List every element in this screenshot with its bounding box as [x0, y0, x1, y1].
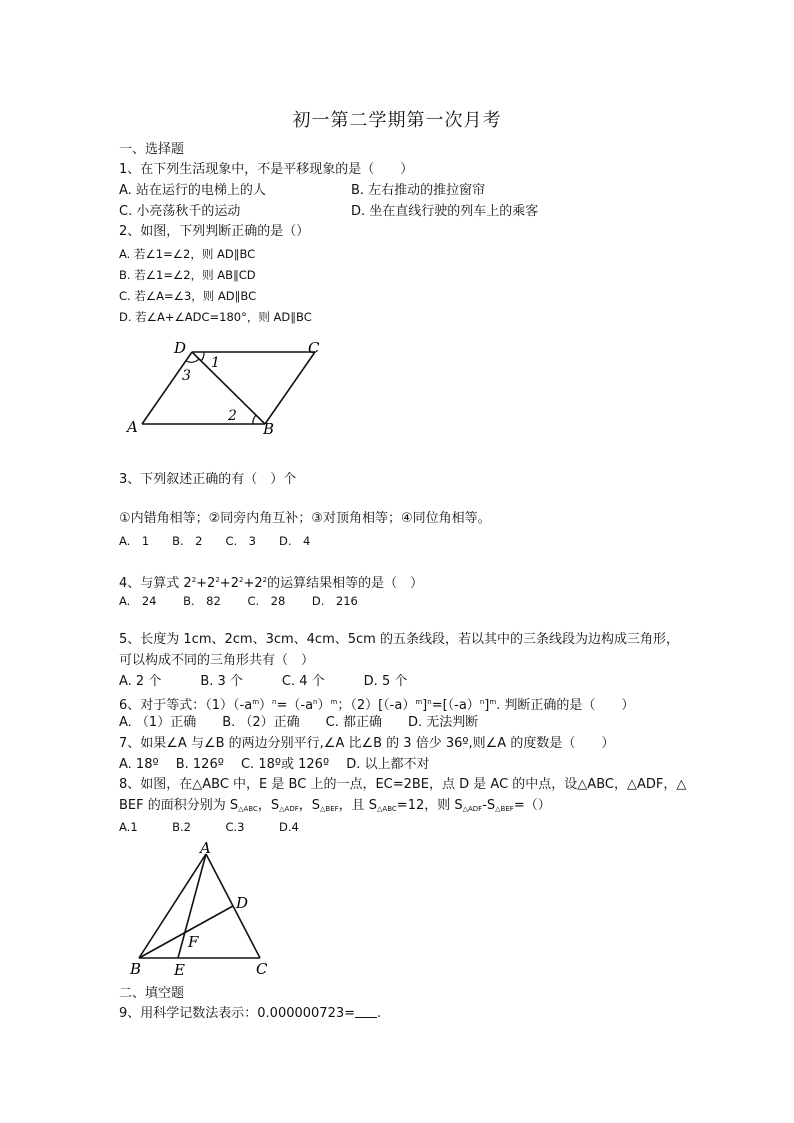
section-heading-fill: 二、填空题 — [119, 986, 185, 1001]
question-7-stem: 7、如果∠A 与∠B 的两边分别平行,∠A 比∠B 的 3 倍少 36º,则∠A 的度数是（ ） — [119, 736, 615, 751]
label-d: D — [174, 339, 187, 357]
segment-bd — [139, 906, 233, 958]
label-angle-2: 2 — [228, 408, 237, 424]
question-9-stem: 9、用科学记数法表示：0.000000723= . — [119, 1006, 382, 1021]
segment-ad — [142, 352, 192, 424]
question-7-options: A. 18º B. 126º C. 18º或 126º D. 以上都不对 — [119, 757, 430, 772]
q1-option-b: B. 左右推动的推拉窗帘 — [351, 183, 486, 198]
label-c: C — [308, 339, 320, 357]
question-1-stem: 1、在下列生活现象中，不是平移现象的是（ ） — [119, 162, 414, 177]
label-a: A — [200, 839, 211, 857]
segment-bc — [265, 352, 315, 424]
label-d: D — [236, 894, 249, 912]
page-title: 初一第二学期第一次月考 — [292, 110, 502, 131]
question-2-stem: 2、如图，下列判断正确的是（） — [119, 224, 310, 239]
label-b: B — [263, 420, 275, 438]
section-heading-choice: 一、选择题 — [119, 142, 185, 157]
angle-3-arc — [186, 359, 199, 362]
q2-option-c: C. 若∠A=∠3，则 AD∥BC — [119, 289, 257, 303]
label-angle-1: 1 — [211, 355, 220, 371]
label-c: C — [256, 960, 268, 978]
q2-option-b: B. 若∠1=∠2，则 AB∥CD — [119, 268, 256, 282]
question-3-options: A. 1 B. 2 C. 3 D. 4 — [119, 534, 311, 548]
q1-option-d: D. 坐在直线行驶的列车上的乘客 — [351, 204, 539, 219]
question-5-stem-line2: 可以构成不同的三角形共有（ ） — [119, 653, 315, 668]
question-4-options: A. 24 B. 82 C. 28 D. 216 — [119, 594, 358, 608]
question-5-options: A. 2 个 B. 3 个 C. 4 个 D. 5 个 — [119, 674, 408, 689]
label-angle-3: 3 — [182, 368, 191, 384]
question-5-stem-line1: 5、长度为 1cm、2cm、3cm、4cm、5cm 的五条线段，若以其中的三条线段为边构成三角形， — [119, 632, 679, 647]
angle-2-arc — [253, 415, 256, 424]
q1-option-a: A. 站在运行的电梯上的人 — [119, 183, 266, 198]
angle-1-arc — [201, 352, 204, 361]
q1-option-c: C. 小亮荡秋千的运动 — [119, 204, 241, 219]
question-8-options: A.1 B.2 C.3 D.4 — [119, 820, 299, 834]
question-1-options-row2 — [119, 203, 539, 221]
question-3-stem: 3、下列叙述正确的有（ ）个 — [119, 472, 297, 487]
question-8-stem-line1: 8、如图，在△ABC 中，E 是 BC 上的一点，EC=2BE，点 D 是 AC 的中点，设△ABC，△ADF，△ — [119, 777, 687, 792]
question-8-stem-line2: BEF 的面积分别为 $S_{\triangle ABC}$，$S_{\triangle ADF}$，$S_{\triangle BEF}$，且 $S_{\triangle ABC}=12$，则 $S_{\triangle ADF}-S_{\triangle BEF}=()$ — [119, 798, 551, 813]
label-e: E — [174, 961, 185, 979]
question-6-stem: 6、对于等式：$(1)(-a^m)^n=(-a^n)^m$；$(2)[(-a)^m]^n=[(-a)^n]^m$. 判断正确的是（ ） — [119, 698, 635, 713]
parallelogram-figure — [120, 334, 330, 440]
q2-option-d: D. 若∠A+∠ADC=180°，则 AD∥BC — [119, 310, 312, 324]
q2-option-a: A. 若∠1=∠2，则 AD∥BC — [119, 247, 256, 261]
question-3-statements: ①内错角相等；②同旁内角互补；③对顶角相等；④同位角相等。 — [119, 511, 491, 526]
question-1-options-row1 — [119, 182, 486, 200]
label-b: B — [130, 960, 142, 978]
question-4-stem: 4、与算式 $2^2+2^2+2^2+2^2$的运算结果相等的是（ ） — [119, 576, 424, 591]
label-a: A — [127, 418, 138, 436]
question-6-options: A. （1）正确 B. （2）正确 C. 都正确 D. 无法判断 — [119, 715, 479, 730]
label-f: F — [188, 933, 199, 951]
answer-blank[interactable] — [355, 1005, 377, 1018]
triangle-figure — [120, 838, 280, 982]
